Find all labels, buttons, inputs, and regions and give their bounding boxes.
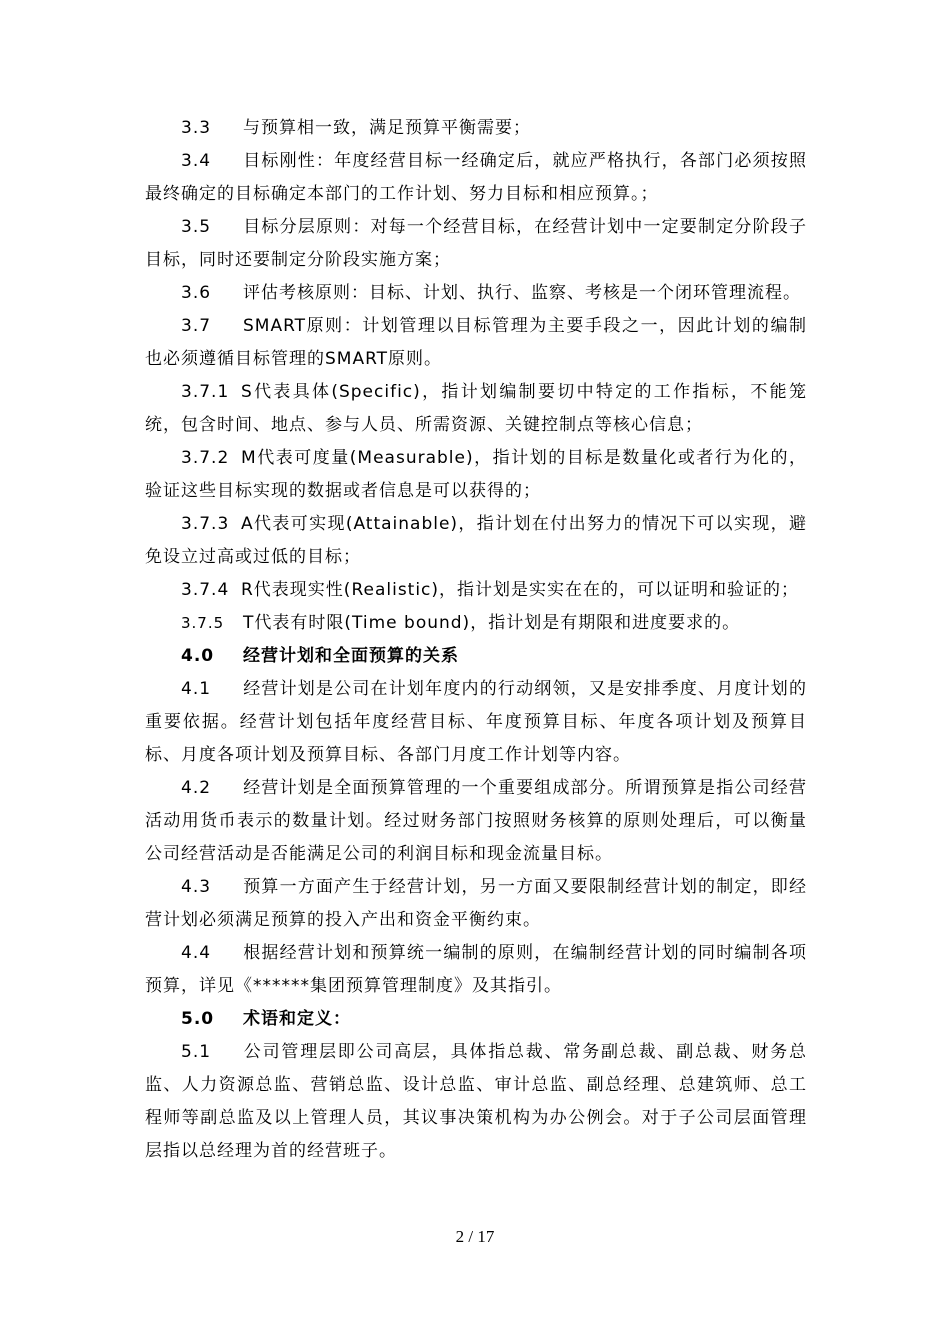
paragraph-text: 目标刚性：年度经营目标一经确定后，就应严格执行，各部门必须按照最终确定的目标确定本部门的工作计划、努力目标和相应预算。； — [145, 151, 807, 204]
paragraph-4-3 — [145, 871, 807, 937]
section-number: 3.7.4 — [181, 580, 230, 600]
paragraph-3-4 — [145, 145, 807, 211]
paragraph-3-7 — [145, 310, 807, 376]
document-body — [145, 112, 807, 1168]
paragraph-text: M代表可度量(Measurable)，指计划的目标是数量化或者行为化的，验证这些目标实现的数据或者信息是可以获得的； — [145, 448, 807, 501]
section-number: 3.4 — [181, 151, 212, 171]
section-number: 3.5 — [181, 217, 212, 237]
section-number: 4.0 — [181, 646, 215, 666]
paragraph-3-3 — [145, 112, 807, 145]
section-heading-4-0 — [145, 640, 807, 673]
paragraph-3-5 — [145, 211, 807, 277]
section-number: 5.0 — [181, 1009, 215, 1029]
section-number: 3.7.2 — [181, 448, 230, 468]
section-number: 4.3 — [181, 877, 212, 897]
section-number: 3.7.5 — [181, 614, 225, 632]
section-number: 3.6 — [181, 283, 212, 303]
section-number: 4.4 — [181, 943, 212, 963]
paragraph-3-7-3 — [145, 508, 807, 574]
paragraph-4-4 — [145, 937, 807, 1003]
paragraph-3-7-5 — [145, 607, 807, 640]
paragraph-text: R代表现实性(Realistic)，指计划是实实在在的，可以证明和验证的； — [241, 580, 800, 600]
paragraph-text: 目标分层原则：对每一个经营目标，在经营计划中一定要制定分阶段子目标，同时还要制定分阶段实施方案； — [145, 217, 807, 270]
section-heading-5-0 — [145, 1003, 807, 1036]
paragraph-text: 公司管理层即公司高层，具体指总裁、常务副总裁、副总裁、财务总监、人力资源总监、营销总监、设计总监、审计总监、副总经理、总建筑师、总工程师等副总监及以上管理人员，其议事决策机构为办公例会。对于子公司层面管理层指以总经理为首的经营班子。 — [145, 1042, 807, 1161]
paragraph-3-6 — [145, 277, 807, 310]
paragraph-3-7-2 — [145, 442, 807, 508]
section-number: 3.7.1 — [181, 382, 230, 402]
paragraph-text: S代表具体(Specific)，指计划编制要切中特定的工作指标，不能笼统，包含时间、地点、参与人员、所需资源、关键控制点等核心信息； — [145, 382, 807, 435]
paragraph-text: SMART原则：计划管理以目标管理为主要手段之一，因此计划的编制也必须遵循目标管理的SMART原则。 — [145, 316, 807, 369]
paragraph-text: 根据经营计划和预算统一编制的原则，在编制经营计划的同时编制各项预算，详见《******集团预算管理制度》及其指引。 — [145, 943, 807, 996]
section-number: 5.1 — [181, 1042, 212, 1062]
paragraph-text: 预算一方面产生于经营计划，另一方面又要限制经营计划的制定，即经营计划必须满足预算的投入产出和资金平衡约束。 — [145, 877, 807, 930]
page-number: 2 / 17 — [455, 1227, 495, 1246]
section-number: 4.1 — [181, 679, 212, 699]
paragraph-4-2 — [145, 772, 807, 871]
paragraph-3-7-4 — [145, 574, 807, 607]
paragraph-text: 经营计划是全面预算管理的一个重要组成部分。所谓预算是指公司经营活动用货币表示的数量计划。经过财务部门按照财务核算的原则处理后，可以衡量公司经营活动是否能满足公司的利润目标和现金流量目标。 — [145, 778, 807, 864]
section-number: 3.7.3 — [181, 514, 230, 534]
paragraph-text: 经营计划是公司在计划年度内的行动纲领，又是安排季度、月度计划的重要依据。经营计划包括年度经营目标、年度预算目标、年度各项计划及预算目标、月度各项计划及预算目标、各部门月度工作计划等内容。 — [145, 679, 807, 765]
paragraph-4-1 — [145, 673, 807, 772]
paragraph-text: T代表有时限(Time bound)，指计划是有期限和进度要求的。 — [243, 613, 741, 633]
paragraph-5-1 — [145, 1036, 807, 1168]
heading-text: 术语和定义： — [243, 1009, 351, 1029]
section-number: 3.3 — [181, 118, 212, 138]
section-number: 3.7 — [181, 316, 212, 336]
paragraph-text: 与预算相一致，满足预算平衡需要； — [243, 118, 531, 138]
paragraph-text: 评估考核原则：目标、计划、执行、监察、考核是一个闭环管理流程。 — [243, 283, 801, 303]
paragraph-text: A代表可实现(Attainable)，指计划在付出努力的情况下可以实现，避免设立过高或过低的目标； — [145, 514, 807, 567]
heading-text: 经营计划和全面预算的关系 — [243, 646, 459, 666]
section-number: 4.2 — [181, 778, 212, 798]
paragraph-3-7-1 — [145, 376, 807, 442]
